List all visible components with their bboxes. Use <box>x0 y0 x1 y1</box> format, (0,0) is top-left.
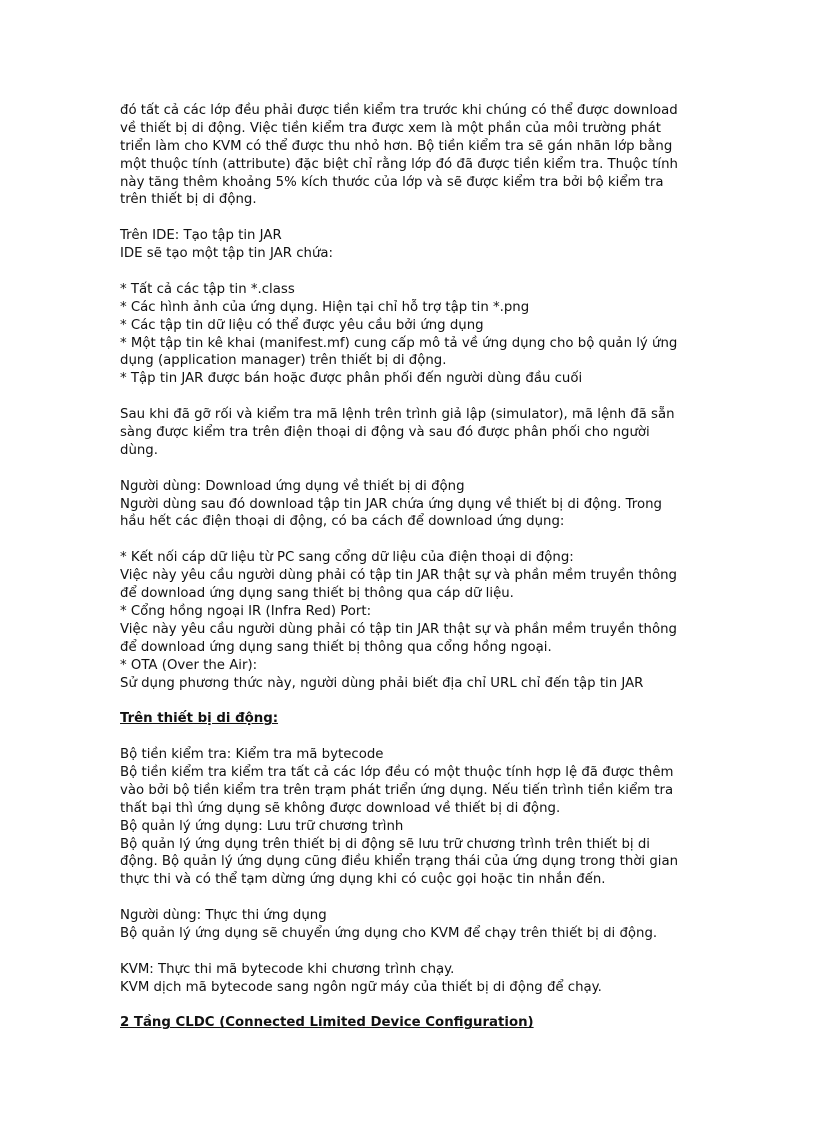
paragraph <box>120 281 710 388</box>
paragraph <box>120 549 710 692</box>
paragraph-gap <box>120 460 710 478</box>
text-line: đó tất cả các lớp đều phải được tiền kiểm tra trước khi chúng có thể được download <box>120 103 678 118</box>
paragraph <box>120 907 710 943</box>
text-line: sàng được kiểm tra trên điện thoại di động và sau đó được phân phối cho người <box>120 425 650 441</box>
text-line: Người dùng: Thực thi ứng dụng <box>120 908 327 924</box>
text-line: động. Bộ quản lý ứng dụng cũng điều khiển trạng thái của ứng dụng trong thời gian <box>120 854 679 870</box>
text-line: này tăng thêm khoảng 5% kích thước của lớp và sẽ được kiểm tra bởi bộ kiểm tra <box>120 174 664 190</box>
paragraph-gap <box>120 209 710 227</box>
text-line: * Một tập tin kê khai (manifest.mf) cung cấp mô tả về ứng dụng cho bộ quản lý ứng <box>120 335 678 351</box>
text-line: KVM dịch mã bytecode sang ngôn ngữ máy của thiết bị di động để chạy. <box>120 979 602 995</box>
text-line: * Tập tin JAR được bán hoặc được phân phối đến người dùng đầu cuối <box>120 371 583 387</box>
text-line: Trên IDE: Tạo tập tin JAR <box>120 228 282 244</box>
text-line: Bộ tiền kiểm tra kiểm tra tất cả các lớp đều có một thuộc tính hợp lệ đã được thêm <box>120 764 674 780</box>
text-line: Sử dụng phương thức này, người dùng phải biết địa chỉ URL chỉ đến tập tin JAR <box>120 675 644 691</box>
paragraph-gap <box>120 692 710 710</box>
paragraph <box>120 746 710 889</box>
paragraph-gap <box>120 943 710 961</box>
paragraph-gap <box>120 531 710 549</box>
text-line: triển làm cho KVM có thể được thu nhỏ hơn. Bộ tiền kiểm tra sẽ gán nhãn lớp bằng <box>120 138 673 154</box>
text-line: * Các hình ảnh của ứng dụng. Hiện tại chỉ hỗ trợ tập tin *.png <box>120 299 530 315</box>
text-line: về thiết bị di động. Việc tiền kiểm tra được xem là một phần của môi trường phát <box>120 120 661 136</box>
paragraph-gap <box>120 889 710 907</box>
document-body <box>120 102 710 1032</box>
text-line: Người dùng sau đó download tập tin JAR chứa ứng dụng về thiết bị di động. Trong <box>120 496 662 512</box>
paragraph <box>120 478 710 532</box>
text-line: Người dùng: Download ứng dụng về thiết bị di động <box>120 478 465 494</box>
text-line: * Cổng hồng ngoại IR (Infra Red) Port: <box>120 603 372 619</box>
text-line: dùng. <box>120 442 158 458</box>
text-line: * OTA (Over the Air): <box>120 657 258 673</box>
text-line: KVM: Thực thi mã bytecode khi chương trình chạy. <box>120 961 455 977</box>
paragraph-gap <box>120 728 710 746</box>
text-line: * Tất cả các tập tin *.class <box>120 281 295 297</box>
text-line: Bộ tiền kiểm tra: Kiểm tra mã bytecode <box>120 747 384 763</box>
text-line: Bộ quản lý ứng dụng trên thiết bị di động sẽ lưu trữ chương trình trên thiết bị di <box>120 836 650 852</box>
text-line: Sau khi đã gỡ rối và kiểm tra mã lệnh trên trình giả lập (simulator), mã lệnh đã sẵn <box>120 407 675 423</box>
paragraph-gap <box>120 997 710 1015</box>
paragraph-gap <box>120 263 710 281</box>
text-line: thực thi và có thể tạm dừng ứng dụng khi có cuộc gọi hoặc tin nhắn đến. <box>120 872 606 888</box>
paragraph-gap <box>120 388 710 406</box>
text-line: * Kết nối cáp dữ liệu từ PC sang cổng dữ liệu của điện thoại di động: <box>120 550 574 566</box>
text-line: một thuộc tính (attribute) đặc biệt chỉ rằng lớp đó đã được tiền kiểm tra. Thuộc tính <box>120 156 678 172</box>
text-line: Bộ quản lý ứng dụng sẽ chuyển ứng dụng cho KVM để chạy trên thiết bị di động. <box>120 925 658 941</box>
text-line: dụng (application manager) trên thiết bị di động. <box>120 353 447 369</box>
text-line: để download ứng dụng sang thiết bị thông qua cáp dữ liệu. <box>120 586 514 602</box>
text-line: hầu hết các điện thoại di động, có ba cách để download ứng dụng: <box>120 514 565 530</box>
text-line: Bộ quản lý ứng dụng: Lưu trữ chương trình <box>120 818 404 834</box>
text-line: IDE sẽ tạo một tập tin JAR chứa: <box>120 246 334 262</box>
text-line: vào bởi bộ tiền kiểm tra trên trạm phát triển ứng dụng. Nếu tiến trình tiền kiểm tra <box>120 782 674 798</box>
text-line: trên thiết bị di động. <box>120 192 257 208</box>
paragraph <box>120 406 710 460</box>
text-line: để download ứng dụng sang thiết bị thông qua cổng hồng ngoại. <box>120 639 552 655</box>
text-line: * Các tập tin dữ liệu có thể được yêu cầu bởi ứng dụng <box>120 317 484 333</box>
paragraph <box>120 102 710 209</box>
section-heading: Trên thiết bị di động: <box>120 711 279 727</box>
text-line: thất bại thì ứng dụng sẽ không được download về thiết bị di động. <box>120 800 561 816</box>
section-heading: 2 Tầng CLDC (Connected Limited Device Configuration) <box>120 1015 534 1031</box>
text-line: Việc này yêu cầu người dùng phải có tập tin JAR thật sự và phần mềm truyền thông <box>120 568 677 584</box>
paragraph <box>120 227 710 263</box>
text-line: Việc này yêu cầu người dùng phải có tập tin JAR thật sự và phần mềm truyền thông <box>120 621 677 637</box>
paragraph <box>120 961 710 997</box>
